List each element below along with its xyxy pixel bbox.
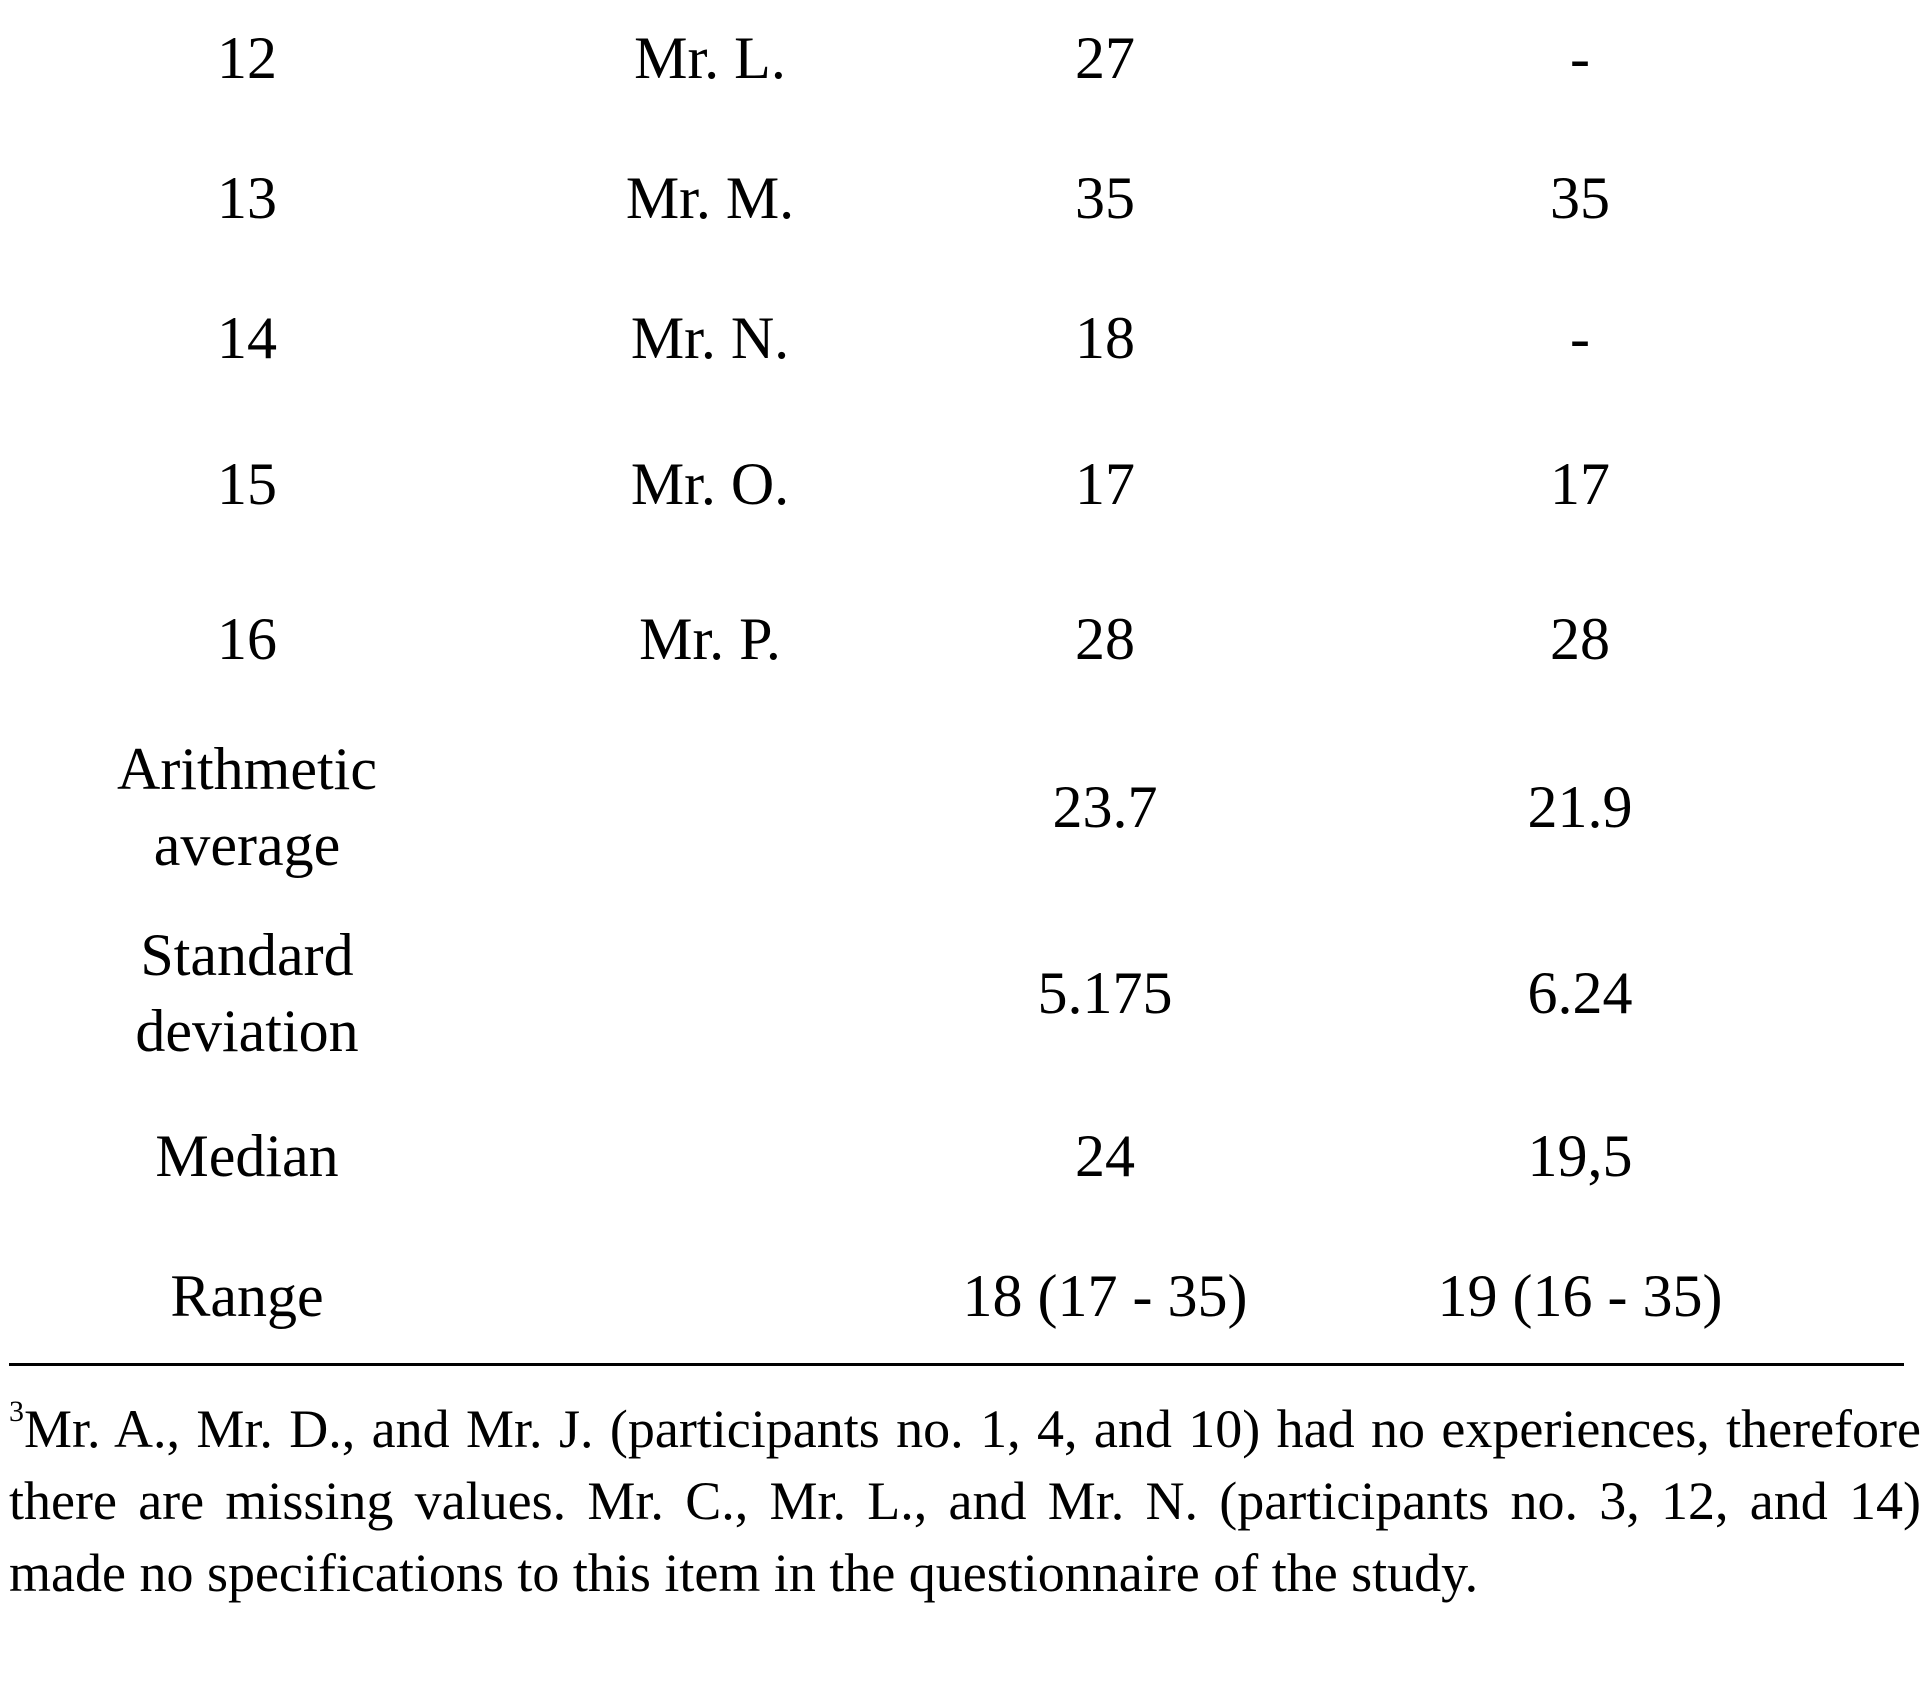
value-column-3: 5.175 — [1037, 960, 1173, 1026]
footnote — [9, 1393, 1921, 1609]
value-column-3: 18 — [1075, 305, 1135, 371]
value-column-3: 35 — [1075, 165, 1135, 231]
stat-label — [97, 731, 397, 883]
value-column-3: 18 (17 - 35) — [962, 1263, 1248, 1329]
stat-label — [97, 917, 397, 1069]
stat-label: Range — [170, 1263, 324, 1329]
participant-name: Mr. N. — [630, 305, 790, 371]
participant-number: 15 — [217, 451, 277, 517]
value-column-4: 6.24 — [1527, 960, 1633, 1026]
participant-name: Mr. M. — [625, 165, 795, 231]
table-bottom-rule — [9, 1363, 1904, 1366]
stat-label-line: Arithmetic — [117, 736, 377, 802]
value-column-4: - — [1570, 25, 1590, 91]
value-column-4: 21.9 — [1527, 774, 1633, 840]
footnote-text: Mr. A., Mr. D., and Mr. J. (participants no. 1, 4, and 10) had no experiences, therefore there are missing values. Mr. C., Mr. L., and Mr. N. (participants no. 3, 12, and 14) made no specifications to this item in the questionnaire of the study. — [9, 1399, 1921, 1603]
value-column-3: 17 — [1075, 451, 1135, 517]
participant-number: 16 — [217, 606, 277, 672]
participant-name: Mr. L. — [634, 25, 786, 91]
participant-number: 14 — [217, 305, 277, 371]
value-column-3: 28 — [1075, 606, 1135, 672]
value-column-3: 24 — [1075, 1123, 1135, 1189]
participant-number: 13 — [217, 165, 277, 231]
value-column-4: 19,5 — [1527, 1123, 1633, 1189]
participant-name: Mr. O. — [630, 451, 790, 517]
value-column-4: 19 (16 - 35) — [1437, 1263, 1723, 1329]
participant-number: 12 — [217, 25, 277, 91]
participant-name: Mr. P. — [639, 606, 781, 672]
value-column-4: 17 — [1550, 451, 1610, 517]
stat-label: Median — [155, 1123, 339, 1189]
value-column-3: 23.7 — [1052, 774, 1158, 840]
value-column-4: 28 — [1550, 606, 1610, 672]
stat-label-line: Standard — [140, 922, 354, 988]
value-column-4: 35 — [1550, 165, 1610, 231]
stat-label-line: average — [153, 812, 341, 878]
value-column-3: 27 — [1075, 25, 1135, 91]
footnote-marker: 3 — [9, 1395, 24, 1428]
stat-label-line: deviation — [135, 998, 359, 1064]
value-column-4: - — [1570, 305, 1590, 371]
